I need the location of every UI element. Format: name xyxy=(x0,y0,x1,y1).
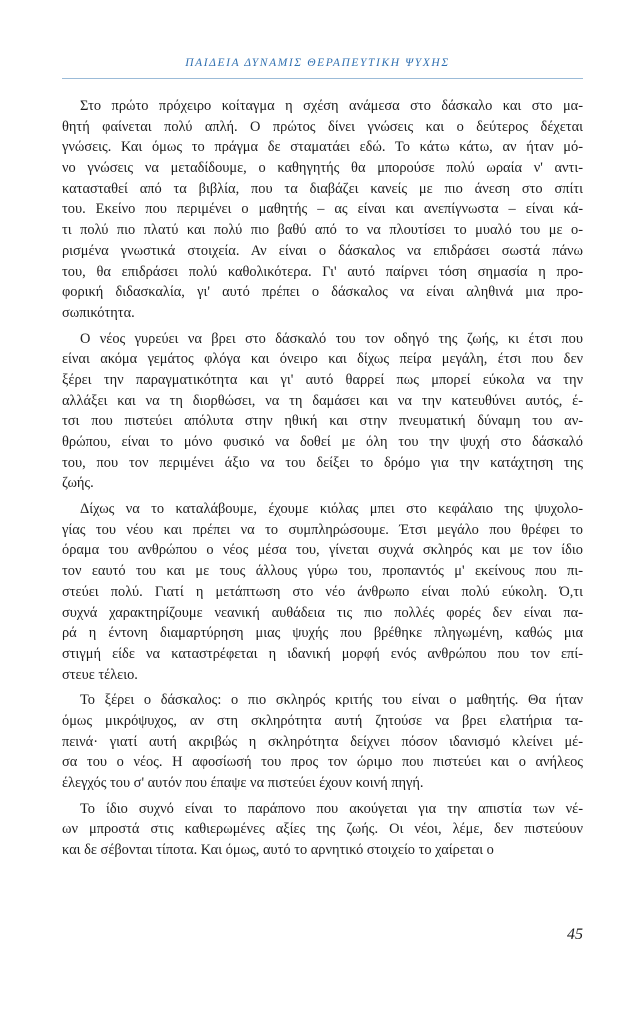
text-line: φορική διδασκαλία, γι' αυτό πρέπει ο δάσκαλος να είναι αληθινά μια προ- xyxy=(62,284,583,301)
text-line: σα του ο νέος. Η αφοσίωσή του προς τον ώριμο που πιστεύει και ο ανήλεος xyxy=(62,754,583,771)
text-line: τον εαυτό του και με τους άλλους γύρω του, προπαντός μ' εκείνους που πι- xyxy=(62,563,583,580)
text-line: ξέρει την παραγματικότητα και γι' αυτό θαρρεί πως μπορεί εύκολα να την xyxy=(62,371,583,388)
text-line: ρά η έντονη διαμαρτύρηση μιας ψυχής που βρέθηκε πληγωμένη, καθώς μια xyxy=(62,625,583,642)
text-line: Στο πρώτο πρόχειρο κοίταγμα η σχέση ανάμεσα στο δάσκαλο και στο μα- xyxy=(80,98,583,114)
text-line: αλλάξει και να τη διορθώσει, να τη δαμάσει και να την κατευθύνει αυτός, έ- xyxy=(62,392,583,409)
text-line: στευε τέλειο. xyxy=(62,666,138,683)
text-line: γίας του νέου και πρέπει να το συμπληρώσουμε. Έτσι μεγάλο που θρέφει το xyxy=(62,521,583,538)
paragraph xyxy=(62,329,583,495)
text-line: στιγμή είδε να καταστρέφεται η ιδανική μορφή ενός ανθρώπου που τον επί- xyxy=(62,645,583,662)
text-line: ζωής. xyxy=(62,475,94,492)
text-line: όραμα του ανθρώπου ο νέος μέσα του, γίνεται συχνά σκληρός και με τον ίδιο xyxy=(62,542,583,559)
text-line: Το ίδιο συχνό είναι το παράπονο που ακούγεται για την απιστία των νέ- xyxy=(80,800,583,817)
text-line: θρώπου, είναι το μόνο φυσικό να δοθεί με όλη του την ψυχή στο δάσκαλό xyxy=(62,434,583,450)
text-line: Δίχως να το καταλάβουμε, έχουμε κιόλας μπει στο κεφάλαιο της ψυχολο- xyxy=(80,501,583,518)
page-number: 45 xyxy=(567,926,583,943)
text-line: του. Εκείνο που περιμένει ο μαθητής – ας είναι και ανεπίγνωστα – είναι κά- xyxy=(62,201,583,218)
text-line: ων μπροστά στις καθιερωμένες αξίες της ζωής. Οι νέοι, λέμε, δεν πιστεύουν xyxy=(62,821,583,838)
text-line: του, θα επιδράσει πολύ καθολικότερα. Γι' αυτό παίρνει τόση σημασία η προ- xyxy=(62,263,583,280)
text-line: του, που τον περιμένει άξιο να του δείξει το δρόμο για την κατάχτηση της xyxy=(62,454,583,471)
text-line: τι πολύ πιο πλατύ και πολύ πιο βαθύ από το να πλουτίσει το μυαλό του με ο- xyxy=(62,222,583,239)
text-line: Το ξέρει ο δάσκαλος: ο πιο σκληρός κριτής του είναι ο μαθητής. Θα ήταν xyxy=(80,692,583,709)
paragraph xyxy=(62,799,583,861)
text-line: πεινά· γιατί αυτή ακριβώς η σκληρότητα δείχνει πόσον ιδανισμό κλείνει μέ- xyxy=(62,733,583,750)
paragraph xyxy=(62,690,583,793)
text-line: Ο νέος γυρεύει να βρει στο δάσκαλό του τον οδηγό της ζωής, κι έτσι που xyxy=(80,330,583,347)
text-line: έλεγχός του σ' αυτόν που έπαψε να πιστεύει έχουν κοινή πηγή. xyxy=(62,775,424,791)
text-line: όμως μικρόψυχος, αν στη σκληρότητα αυτή ζητούσε να βρει ελατήρια τα- xyxy=(62,712,583,729)
text-line: συχνά χαρακτηρίζουμε νεανική αυθάδεια τις πιο πολλές φορές δεν είναι πα- xyxy=(62,604,583,621)
paragraph xyxy=(62,96,583,324)
text-line: γνώσεις. Και όμως το πράγμα δε σταματάει εδώ. Το κάτω κάτω, αν ήταν μό- xyxy=(62,139,583,156)
text-line: είναι ακόμα γεμάτος φλόγα και όνειρο και δίχως πείρα μεγάλη, έτσι που δεν xyxy=(62,351,583,368)
text-line: στεύει πολύ. Γιατί η μετάπτωση στο νέο άνθρωπο είναι πολύ εύκολη. Ό,τι xyxy=(62,583,583,600)
text-line: ρισμένα γνωστικά στοιχεία. Αν είναι ο δάσκαλος να επιδράσει σωστά πάνω xyxy=(62,242,583,259)
text-line: νο γνώσεις να μεταδίδουμε, ο καθηγητής θα μπορούσε πολύ ωραία ν' αντι- xyxy=(62,160,583,177)
paragraph xyxy=(62,499,583,685)
text-line: σωπικότητα. xyxy=(62,304,135,321)
text-line: κατασταθεί από τα βιβλία, που τα διαβάζει κανείς με πιο άνεση στο σπίτι xyxy=(62,180,583,197)
text-line: και δε σέβονται τίποτα. Και όμως, αυτό το αρνητικό στοιχείο το χαίρεται ο xyxy=(62,842,494,859)
running-head: ΠΑΙΔΕΙΑ ΔΥΝΑΜΙΣ ΘΕΡΑΠΕΥΤΙΚΗ ΨΥΧΗΣ xyxy=(185,57,450,69)
text-line: θητή φαίνεται πολύ απλή. Ο πρώτος δίνει γνώσεις και ο δεύτερος δέχεται xyxy=(62,118,583,135)
text-line: τσι που πιστεύει απόλυτα στην ηθική και στην πνευματική δύναμη του αν- xyxy=(62,413,583,430)
body-text xyxy=(62,96,583,866)
header-rule xyxy=(62,78,583,79)
